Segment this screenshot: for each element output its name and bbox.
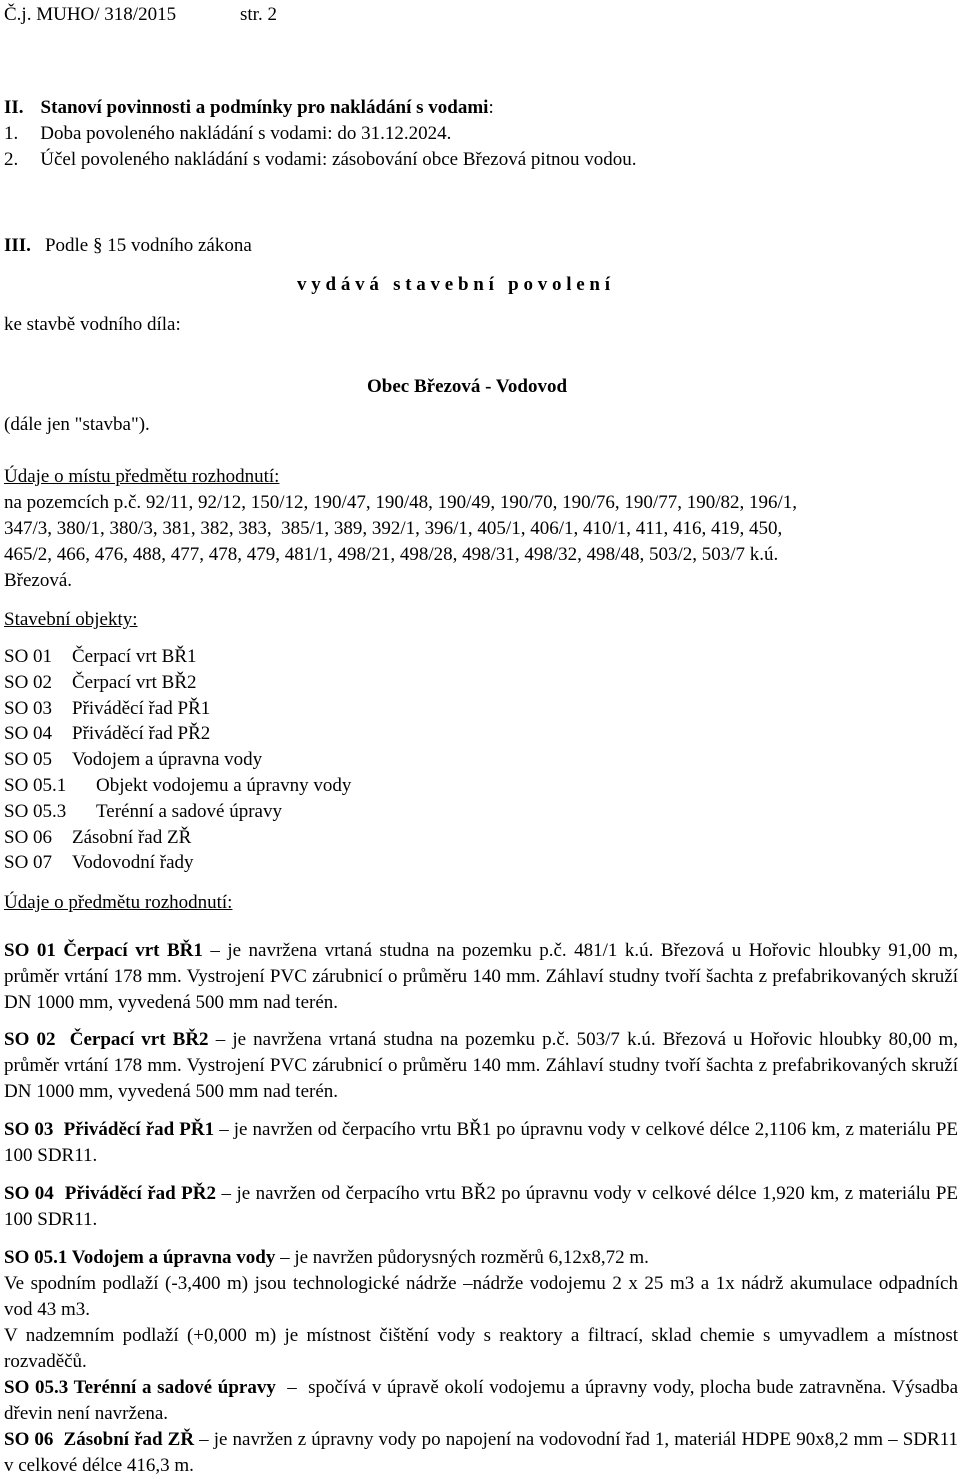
object-description-title: SO 02 Čerpací vrt BŘ2 <box>4 1029 209 1050</box>
object-code: SO 07 <box>4 852 53 873</box>
object-name: Vodojem a úpravna vody <box>72 749 263 770</box>
section-2-colon: : <box>488 97 494 118</box>
object-description <box>4 1117 958 1169</box>
objects-heading: Stavební objekty: <box>4 609 138 630</box>
object-description-text: V nadzemním podlaží (+0,000 m) je místnost čištění vody s reaktory a filtrací, sklad chemie s umyvadlem a místnost rozvaděčů. <box>4 1325 958 1372</box>
object-list-item <box>0 644 600 670</box>
object-code: SO 05 <box>4 749 53 770</box>
object-description-title: SO 04 Přiváděcí řad PŘ2 <box>4 1183 217 1204</box>
location-heading: Údaje o místu předmětu rozhodnutí: <box>4 466 280 487</box>
section-3-intro: Podle § 15 vodního zákona <box>44 235 252 256</box>
object-list-item <box>0 850 600 876</box>
object-name: Čerpací vrt BŘ2 <box>72 672 197 693</box>
object-description-continuation <box>4 1271 958 1323</box>
issues-building-permit: v y d á v á s t a v e b n í p o v o l e n í <box>297 274 611 295</box>
section-3-heading <box>4 233 252 259</box>
section-2-numeral: II. <box>4 97 24 118</box>
item-number: 2. <box>4 149 19 170</box>
object-description-title: SO 03 Přiváděcí řad PŘ1 <box>4 1119 215 1140</box>
object-code: SO 02 <box>4 672 53 693</box>
object-description-title: SO 05.3 Terénní a sadové úpravy <box>4 1377 276 1398</box>
section-2-item <box>4 121 451 147</box>
object-code: SO 05.1 <box>4 775 67 796</box>
object-code: SO 01 <box>4 646 53 667</box>
object-list-item <box>0 670 600 696</box>
project-alias: (dále jen "stavba"). <box>4 414 150 435</box>
project-name: Obec Březová - Vodovod <box>367 376 568 397</box>
object-list-item <box>0 773 600 799</box>
object-code: SO 03 <box>4 698 53 719</box>
parcel-line: na pozemcích p.č. 92/11, 92/12, 150/12, 190/47, 190/48, 190/49, 190/70, 190/76, 190/77, 190/82, 196/1, <box>4 492 798 513</box>
parcel-line: Březová. <box>4 570 73 591</box>
item-text: Účel povoleného nakládání s vodami: zásobování obce Březová pitnou vodou. <box>40 149 637 170</box>
object-list-item <box>0 696 600 722</box>
object-description-title: SO 06 Zásobní řad ZŘ <box>4 1429 195 1450</box>
object-code: SO 05.3 <box>4 801 67 822</box>
object-list-item <box>0 747 600 773</box>
page-number: str. 2 <box>240 4 277 25</box>
object-name: Přiváděcí řad PŘ1 <box>72 698 211 719</box>
object-description-text: – je navržen půdorysných rozměrů 6,12x8,72 m. <box>275 1247 649 1268</box>
item-text: Doba povoleného nakládání s vodami: do 31.12.2024. <box>40 123 452 144</box>
object-description-title: SO 05.1 Vodojem a úpravna vody <box>4 1247 276 1268</box>
subject-heading: Údaje o předmětu rozhodnutí: <box>4 892 233 913</box>
object-description-text: Ve spodním podlaží (-3,400 m) jsou technologické nádrže –nádrže vodojemu 2 x 25 m3 a 1x nádrž akumulace odpadních vod 43 m3. <box>4 1273 958 1320</box>
object-description <box>4 1427 958 1479</box>
object-description <box>4 1375 958 1427</box>
object-name: Čerpací vrt BŘ1 <box>72 646 197 667</box>
object-description-continuation <box>4 1323 958 1375</box>
object-name: Vodovodní řady <box>72 852 194 873</box>
object-name: Objekt vodojemu a úpravny vody <box>96 775 352 796</box>
section-2-heading <box>4 95 494 121</box>
object-list-item <box>0 825 600 851</box>
object-code: SO 04 <box>4 723 53 744</box>
object-name: Terénní a sadové úpravy <box>96 801 282 822</box>
section-2-title: Stanoví povinnosti a podmínky pro nakládání s vodami <box>40 97 489 118</box>
item-number: 1. <box>4 123 19 144</box>
object-list-item <box>0 721 600 747</box>
object-list-item <box>0 799 600 825</box>
parcel-line: 465/2, 466, 476, 488, 477, 478, 479, 481/1, 498/21, 498/28, 498/31, 498/32, 498/48, 503/2, 503/7 k.ú. <box>4 544 779 565</box>
object-description-text: – je navržen z úpravny vody po napojení na vodovodní řad 1, materiál HDPE 90x8,2 mm – SDR11 v celkové délce 416,3 m. <box>4 1429 958 1476</box>
section-2-item <box>4 147 636 173</box>
object-description <box>4 938 958 1016</box>
object-description <box>4 1181 958 1233</box>
section-3-numeral: III. <box>4 235 31 256</box>
object-description <box>4 1245 958 1271</box>
parcel-line: 347/3, 380/1, 380/3, 381, 382, 383, 385/1, 389, 392/1, 396/1, 405/1, 406/1, 410/1, 411, 416, 419, 450, <box>4 518 783 539</box>
object-name: Přiváděcí řad PŘ2 <box>72 723 211 744</box>
water-work-label: ke stavbě vodního díla: <box>4 314 181 335</box>
object-description <box>4 1027 958 1105</box>
object-code: SO 06 <box>4 827 53 848</box>
object-description-text: – je navržen od čerpacího vrtu BŘ2 po úpravnu vody v celkové délce 1,920 km, z materiálu PE 100 SDR11. <box>4 1183 959 1230</box>
object-name: Zásobní řad ZŘ <box>72 827 192 848</box>
object-description-title: SO 01 Čerpací vrt BŘ1 <box>4 940 203 961</box>
object-description-text: – je navržena vrtaná studna na pozemku p.č. 503/7 k.ú. Březová u Hořovic hloubky 80,00 m, průměr vrtání 178 mm. Vystrojení PVC zárubnicí o průměru 140 mm. Záhlaví studny tvoří šachta z prefabrikovaných skruží DN 1000 mm, vyvedená 500 mm nad terén. <box>4 1029 958 1102</box>
object-description-text: – spočívá v úpravě okolí vodojemu a úpravny vody, plocha bude zatravněna. Výsadba dřevin není navržena. <box>4 1377 959 1424</box>
document-reference: Č.j. MUHO/ 318/2015 <box>4 4 177 25</box>
object-description-text: – je navržen od čerpacího vrtu BŘ1 po úpravnu vody v celkové délce 2,1106 km, z materiálu PE 100 SDR11. <box>4 1119 959 1166</box>
object-description-text: – je navržena vrtaná studna na pozemku p.č. 481/1 k.ú. Březová u Hořovic hloubky 91,00 m, průměr vrtání 178 mm. Vystrojení PVC zárubnicí o průměru 140 mm. Záhlaví studny tvoří šachta z prefabrikovaných skruží DN 1000 mm, vyvedená 500 mm nad terén. <box>4 940 958 1013</box>
